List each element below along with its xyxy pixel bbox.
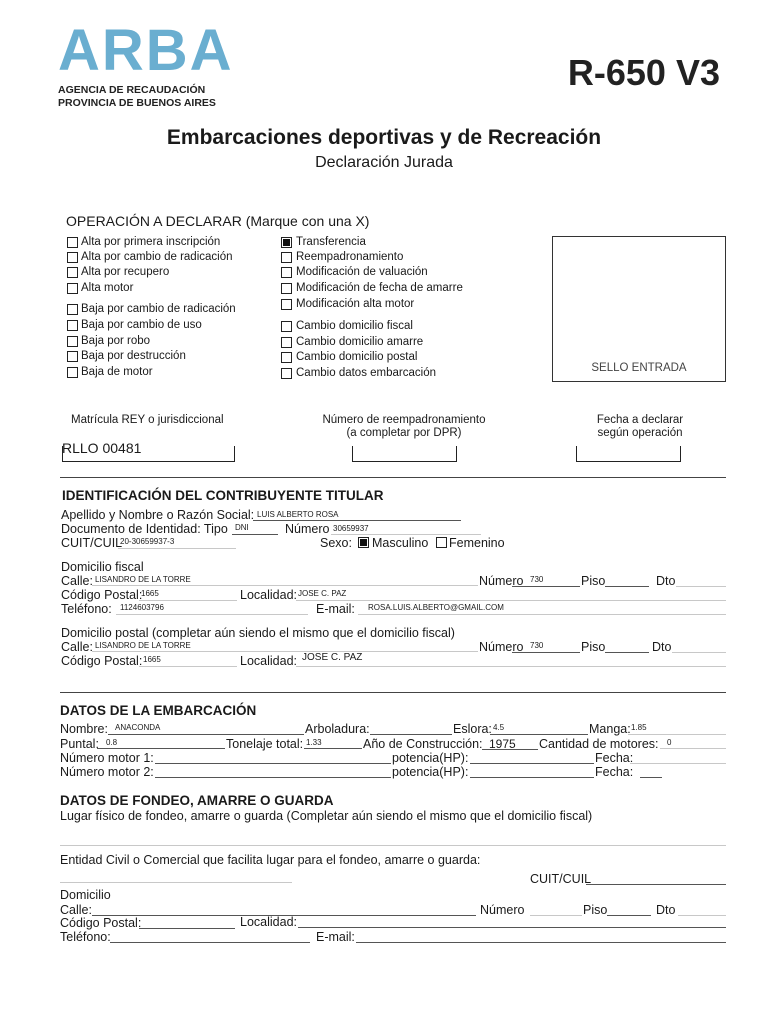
reempadronamiento-label-1: Número de reempadronamiento — [322, 414, 486, 426]
operacion-option-label: Cambio domicilio amarre — [296, 336, 424, 348]
fiscal-dto-line — [676, 586, 726, 587]
motor2-line — [155, 777, 391, 778]
fiscal-numero-label: Número — [479, 574, 524, 588]
operacion-checkbox[interactable] — [67, 351, 78, 362]
fiscal-localidad-label: Localidad: — [240, 588, 297, 602]
fiscal-numero-value[interactable]: 730 — [530, 575, 544, 584]
fecha-declarar-label-1: Fecha a declarar — [596, 414, 684, 426]
fecha-declarar-field[interactable] — [576, 446, 681, 462]
operacion-checkbox[interactable] — [281, 352, 292, 363]
motores-value[interactable]: 0 — [667, 738, 672, 747]
fiscal-cp-label: Código Postal: — [61, 588, 143, 602]
cuit-value[interactable]: 20-30659937-3 — [120, 537, 175, 546]
postal-localidad-label: Localidad: — [240, 654, 297, 668]
motor1-line — [155, 763, 391, 764]
femenino-checkbox[interactable] — [436, 537, 447, 548]
sello-entrada-label: SELLO ENTRADA — [591, 362, 687, 374]
domicilio-fiscal-title: Domicilio fiscal — [61, 560, 144, 574]
fondeo-numero-label: Número — [480, 903, 525, 917]
fondeo-email-line — [356, 942, 726, 943]
anio-label: Año de Construcción: — [363, 737, 483, 751]
operacion-checkbox[interactable] — [67, 304, 78, 315]
numero-doc-label: Número — [285, 522, 330, 536]
operacion-option-label: Cambio domicilio postal — [296, 351, 418, 363]
operacion-checkbox[interactable] — [67, 237, 78, 248]
operacion-checkbox[interactable] — [67, 367, 78, 378]
operacion-option-label: Baja por robo — [81, 335, 151, 347]
entidad-line — [60, 882, 292, 883]
postal-piso-label: Piso — [581, 640, 606, 654]
puntal-label: Puntal: — [60, 737, 99, 751]
motor1-fecha-line — [630, 763, 726, 764]
telefono-line — [116, 614, 308, 615]
operacion-checkbox[interactable] — [281, 321, 292, 332]
postal-localidad-line — [296, 666, 726, 667]
operacion-option-label: Modificación de valuación — [296, 266, 428, 278]
postal-piso-line — [605, 652, 649, 653]
motor2-fecha-label: Fecha: — [595, 765, 634, 779]
operacion-checkbox[interactable] — [281, 283, 292, 294]
documento-tipo-value[interactable]: DNI — [235, 523, 249, 532]
motor2-label: Número motor 2: — [60, 765, 154, 779]
logo-subtitle-1: AGENCIA DE RECAUDACIÓN — [58, 84, 206, 96]
arboladura-label: Arboladura: — [305, 722, 370, 736]
postal-cp-label: Código Postal: — [61, 654, 143, 668]
fiscal-cp-value[interactable]: 1665 — [141, 589, 159, 598]
operacion-checkbox[interactable] — [281, 237, 292, 248]
postal-dto-line — [672, 652, 726, 653]
fiscal-calle-value[interactable]: LISANDRO DE LA TORRE — [95, 575, 191, 584]
manga-label: Manga: — [589, 722, 631, 736]
fondeo-dto-line — [678, 915, 726, 916]
postal-calle-line — [92, 651, 478, 652]
manga-value[interactable]: 1.85 — [631, 723, 647, 732]
operacion-option-label: Cambio domicilio fiscal — [296, 320, 413, 332]
lugar-line — [60, 845, 726, 846]
fondeo-piso-label: Piso — [583, 903, 608, 917]
fiscal-cp-line — [139, 600, 237, 601]
operacion-heading: OPERACIÓN A DECLARAR (Marque con una X) — [66, 213, 370, 229]
fondeo-cp-label: Código Postal: — [60, 916, 142, 930]
masculino-label: Masculino — [372, 536, 429, 550]
arba-logo: ARBA — [58, 18, 234, 83]
postal-cp-value[interactable]: 1665 — [143, 655, 161, 664]
fondeo-heading: DATOS DE FONDEO, AMARRE O GUARDA — [60, 793, 334, 808]
fecha-declarar-label-2: según operación — [597, 427, 683, 439]
fiscal-piso-label: Piso — [581, 574, 606, 588]
operacion-option-label: Alta por cambio de radicación — [81, 251, 233, 263]
divider — [60, 477, 726, 478]
numero-doc-line — [331, 534, 481, 535]
postal-localidad-value[interactable]: JOSE C. PAZ — [302, 652, 363, 663]
manga-line — [628, 734, 726, 735]
operacion-option-label: Alta por recupero — [81, 266, 170, 278]
postal-cp-line — [139, 666, 237, 667]
eslora-label: Eslora: — [453, 722, 492, 736]
logo-subtitle-2: PROVINCIA DE BUENOS AIRES — [58, 97, 216, 109]
motor1-label: Número motor 1: — [60, 751, 154, 765]
cuit-label: CUIT/CUIL — [61, 536, 123, 550]
documento-tipo-line — [232, 534, 278, 535]
fondeo-telefono-label: Teléfono: — [60, 930, 111, 944]
operacion-option-label: Reempadronamiento — [296, 251, 404, 263]
email-line — [358, 614, 726, 615]
postal-calle-value[interactable]: LISANDRO DE LA TORRE — [95, 641, 191, 650]
fondeo-piso-line — [607, 915, 651, 916]
operacion-checkbox[interactable] — [67, 320, 78, 331]
fiscal-calle-line — [92, 585, 478, 586]
fiscal-piso-line — [605, 586, 649, 587]
tonelaje-line — [304, 748, 362, 749]
fondeo-cuit-line — [586, 884, 726, 885]
operacion-checkbox[interactable] — [281, 368, 292, 379]
apellido-label: Apellido y Nombre o Razón Social: — [61, 508, 255, 522]
page-subtitle: Declaración Jurada — [315, 154, 453, 171]
postal-dto-label: Dto — [652, 640, 672, 654]
nombre-line — [108, 734, 304, 735]
operacion-option-label: Alta por primera inscripción — [81, 236, 221, 248]
motor1-potencia-line — [470, 763, 594, 764]
fiscal-localidad-value[interactable]: JOSE C. PAZ — [298, 589, 347, 598]
sexo-label: Sexo: — [320, 536, 352, 550]
matricula-label: Matrícula REY o jurisdiccional — [71, 414, 224, 426]
fondeo-telefono-line — [110, 942, 310, 943]
divider — [60, 692, 726, 693]
operacion-checkbox[interactable] — [67, 336, 78, 347]
entidad-label: Entidad Civil o Comercial que facilita lugar para el fondeo, amarre o guarda: — [60, 853, 481, 867]
masculino-checkbox[interactable] — [358, 537, 369, 548]
operacion-checkbox[interactable] — [67, 283, 78, 294]
documento-label: Documento de Identidad: Tipo — [61, 522, 228, 536]
numero-doc-value[interactable]: 30659937 — [333, 524, 369, 533]
nombre-value[interactable]: ANACONDA — [115, 723, 161, 732]
puntal-value[interactable]: 0.8 — [106, 738, 118, 747]
cuit-line — [118, 548, 236, 549]
fiscal-numero-line — [512, 586, 580, 587]
operacion-option-label: Cambio datos embarcación — [296, 367, 436, 379]
fondeo-localidad-label: Localidad: — [240, 915, 297, 929]
motor1-fecha-label: Fecha: — [595, 751, 634, 765]
postal-numero-line — [512, 652, 580, 653]
postal-numero-value[interactable]: 730 — [530, 641, 544, 650]
fondeo-numero-line — [530, 915, 582, 916]
domicilio-postal-title: Domicilio postal (completar aún siendo el mismo que el domicilio fiscal) — [61, 626, 455, 640]
reempadronamiento-label-2: (a completar por DPR) — [346, 427, 462, 439]
anio-value[interactable]: 1975 — [489, 737, 516, 751]
telefono-label: Teléfono: — [61, 602, 112, 616]
operacion-checkbox[interactable] — [281, 337, 292, 348]
operacion-option-label: Baja por destrucción — [81, 350, 186, 362]
arboladura-line — [370, 734, 452, 735]
page-title: Embarcaciones deportivas y de Recreación — [166, 126, 602, 149]
operacion-option-label: Baja por cambio de uso — [81, 319, 202, 331]
motores-label: Cantidad de motores: — [539, 737, 659, 751]
fondeo-dto-label: Dto — [656, 903, 676, 917]
matricula-field[interactable] — [62, 446, 235, 462]
anio-line — [482, 749, 538, 750]
fondeo-cp-line — [139, 928, 235, 929]
lugar-label: Lugar físico de fondeo, amarre o guarda (Completar aún siendo el mismo que el domicilio fiscal) — [60, 809, 593, 823]
operacion-option-label: Modificación alta motor — [296, 298, 415, 310]
fiscal-localidad-line — [296, 600, 726, 601]
tonelaje-value[interactable]: 1.33 — [306, 738, 322, 747]
apellido-line — [253, 520, 461, 521]
postal-calle-label: Calle: — [61, 640, 93, 654]
operacion-option-label: Modificación de fecha de amarre — [296, 282, 463, 294]
reempadronamiento-field[interactable] — [352, 446, 457, 462]
sello-entrada-box — [552, 236, 726, 382]
puntal-line — [97, 748, 225, 749]
fiscal-calle-label: Calle: — [61, 574, 93, 588]
contribuyente-heading: IDENTIFICACIÓN DEL CONTRIBUYENTE TITULAR — [62, 488, 384, 503]
postal-numero-label: Número — [479, 640, 524, 654]
operacion-checkbox[interactable] — [67, 267, 78, 278]
email-value[interactable]: ROSA.LUIS.ALBERTO@GMAIL.COM — [368, 603, 504, 612]
apellido-value[interactable]: LUIS ALBERTO ROSA — [257, 510, 339, 519]
motor1-potencia-label: potencia(HP): — [392, 751, 469, 765]
fondeo-localidad-line — [298, 927, 726, 928]
motores-line — [660, 748, 726, 749]
femenino-label: Femenino — [449, 536, 505, 550]
operacion-option-label: Transferencia — [296, 236, 366, 248]
operacion-option-label: Alta motor — [81, 282, 134, 294]
motor2-fecha-line — [640, 777, 662, 778]
matricula-value[interactable]: RLLO 00481 — [62, 440, 142, 456]
operacion-option-label: Baja por cambio de radicación — [81, 303, 236, 315]
operacion-checkbox[interactable] — [281, 267, 292, 278]
motor2-potencia-line — [470, 777, 594, 778]
fondeo-domicilio-label: Domicilio — [60, 888, 111, 902]
fiscal-dto-label: Dto — [656, 574, 676, 588]
fondeo-email-label: E-mail: — [316, 930, 355, 944]
form-code: R-650 V3 — [567, 52, 720, 93]
operacion-checkbox[interactable] — [67, 252, 78, 263]
motor2-potencia-label: potencia(HP): — [392, 765, 469, 779]
nombre-label: Nombre: — [60, 722, 108, 736]
fondeo-cuit-label: CUIT/CUIL — [530, 872, 592, 886]
fondeo-calle-label: Calle: — [60, 903, 92, 917]
operacion-checkbox[interactable] — [281, 252, 292, 263]
eslora-value[interactable]: 4.5 — [493, 723, 505, 732]
operacion-checkbox[interactable] — [281, 299, 292, 310]
eslora-line — [490, 734, 588, 735]
email-label: E-mail: — [316, 602, 355, 616]
tonelaje-label: Tonelaje total: — [226, 737, 304, 751]
telefono-value[interactable]: 1124603796 — [120, 603, 164, 612]
operacion-option-label: Baja de motor — [81, 366, 153, 378]
embarcacion-heading: DATOS DE LA EMBARCACIÓN — [60, 703, 257, 718]
